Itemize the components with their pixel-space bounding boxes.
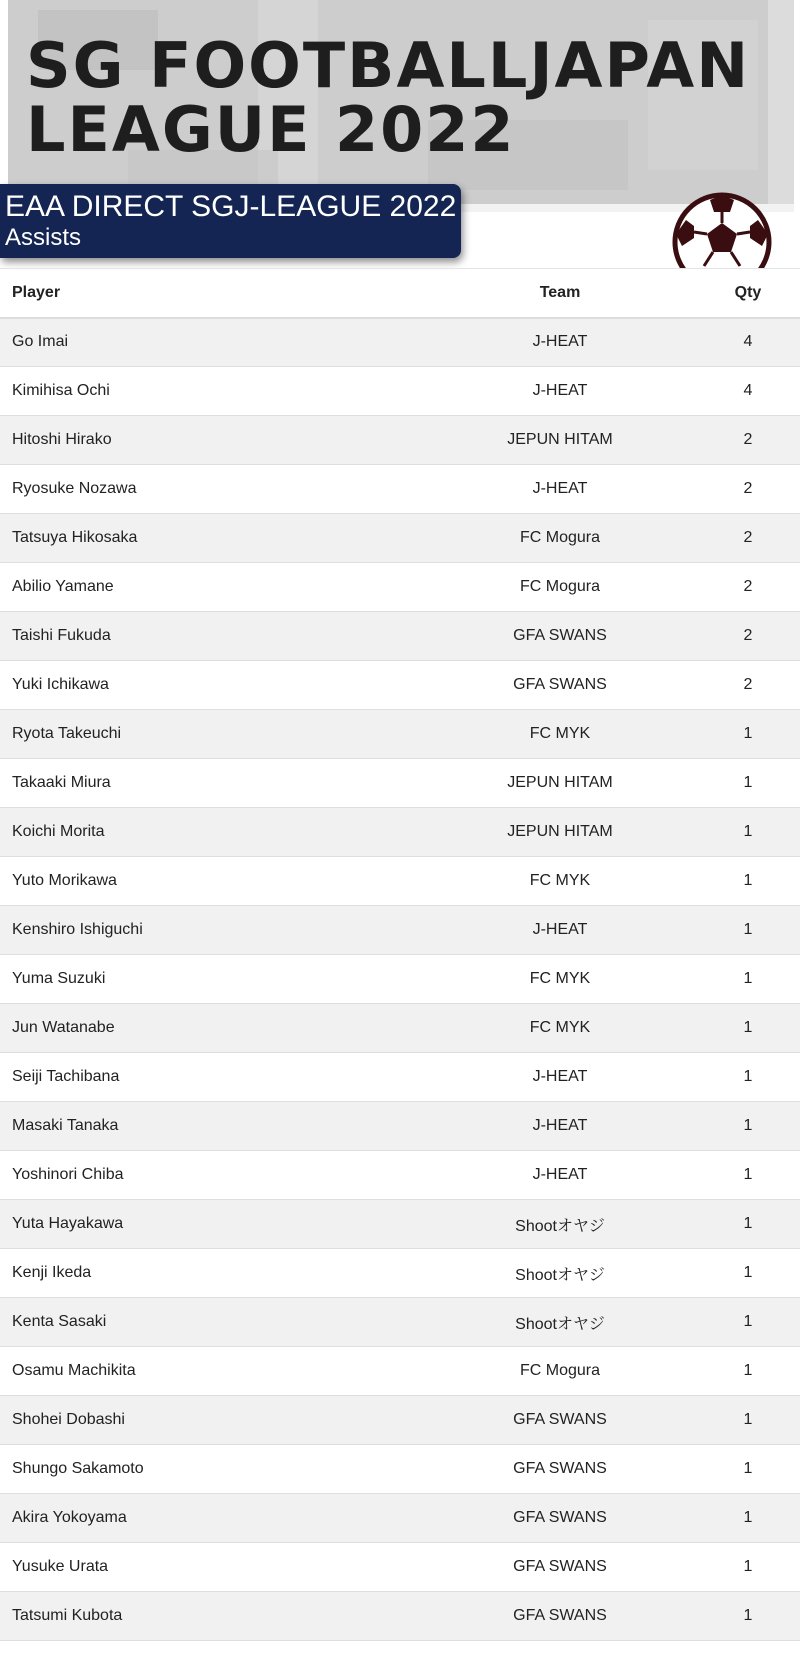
assist-count: 1 [743,1215,753,1232]
player-name: Koichi Morita [12,823,105,840]
team-name: JEPUN HITAM [507,431,613,448]
assist-count: 4 [743,382,753,399]
assist-count: 1 [743,1019,753,1036]
table-row [0,955,800,1004]
table-row [0,661,800,710]
player-name: Go Imai [12,333,69,351]
player-name: Ryota Takeuchi [12,725,122,742]
team-name: J-HEAT [532,480,588,497]
table-row [0,1053,800,1102]
team-name: GFA SWANS [513,1509,607,1526]
column-header-player[interactable]: Player [0,269,424,318]
team-name: FC MYK [529,725,591,742]
player-name: Taishi Fukuda [12,627,111,644]
assist-count: 1 [743,1411,753,1428]
table-row [0,1102,800,1151]
player-name: Kenji Ikeda [12,1264,92,1281]
assist-count: 1 [743,1509,753,1526]
team-name: Shootオヤジ [515,1266,605,1284]
assist-count: 2 [743,529,753,546]
table-row [0,857,800,906]
assist-count: 1 [743,1166,753,1183]
table-row [0,1200,800,1249]
table-row [0,808,800,857]
player-name: Yuta Hayakawa [12,1215,124,1232]
player-name: Kenta Sasaki [12,1313,107,1330]
assist-count: 1 [743,1313,753,1330]
player-name: Abilio Yamane [12,578,114,595]
team-name: J-HEAT [532,1068,588,1085]
player-name: Shungo Sakamoto [12,1460,144,1477]
assist-count: 2 [743,676,753,693]
assist-count: 1 [743,1117,753,1134]
table-row [0,1592,800,1641]
assist-count: 1 [743,1068,753,1085]
table-body [0,318,800,1641]
table-row [0,1249,800,1298]
table-row [0,1151,800,1200]
team-name: JEPUN HITAM [507,823,613,840]
team-name: J-HEAT [532,382,588,399]
table-row [0,1396,800,1445]
assist-count: 1 [743,1607,753,1624]
table-row [0,759,800,808]
assist-count: 4 [743,333,753,351]
player-name: Kimihisa Ochi [12,382,110,399]
player-name: Yuki Ichikawa [12,676,109,693]
soccer-ball-icon [670,190,774,268]
team-name: GFA SWANS [513,1460,607,1477]
banner-title-line1: SG FOOTBALLJAPAN [26,29,751,102]
team-name: JEPUN HITAM [507,774,613,791]
table-row [0,1445,800,1494]
table-row [0,1004,800,1053]
table-row [0,1543,800,1592]
player-name: Yusuke Urata [12,1558,109,1575]
player-name: Akira Yokoyama [12,1509,127,1526]
assist-count: 2 [743,578,753,595]
assist-count: 1 [743,1362,753,1379]
league-header [0,184,461,258]
player-name: Tatsuya Hikosaka [12,529,138,546]
assist-count: 1 [743,1558,753,1575]
assist-count: 2 [743,480,753,497]
table-row [0,906,800,955]
assist-count: 2 [743,627,753,644]
team-name: Shootオヤジ [515,1217,605,1235]
team-name: GFA SWANS [513,627,607,644]
team-name: GFA SWANS [513,1411,607,1428]
stat-category: Assists [5,224,82,251]
team-name: FC Mogura [519,1362,601,1379]
table-row [0,710,800,759]
player-name: Ryosuke Nozawa [12,480,137,497]
player-name: Yoshinori Chiba [12,1166,124,1183]
team-name: GFA SWANS [513,1558,607,1575]
team-name: GFA SWANS [513,1607,607,1624]
player-name: Seiji Tachibana [12,1068,120,1085]
team-name: J-HEAT [532,921,588,938]
table-row [0,612,800,661]
table-row [0,514,800,563]
assist-count: 2 [743,431,753,448]
team-name: FC MYK [529,970,591,987]
player-name: Shohei Dobashi [12,1411,125,1428]
team-name: FC MYK [529,872,591,889]
player-name: Takaaki Miura [12,774,111,791]
league-banner [8,0,794,212]
table-row [0,367,800,416]
table-row [0,318,800,367]
player-name: Masaki Tanaka [12,1117,119,1134]
assist-count: 1 [743,1264,753,1281]
player-name: Hitoshi Hirako [12,431,112,448]
assist-count: 1 [743,970,753,987]
assist-count: 1 [743,921,753,938]
player-name: Jun Watanabe [12,1019,115,1036]
assists-table [0,268,800,1641]
table-row [0,465,800,514]
player-name: Yuma Suzuki [12,970,106,987]
team-name: FC MYK [529,1019,591,1036]
column-header-team[interactable]: Team [424,269,696,318]
player-name: Tatsumi Kubota [12,1607,123,1624]
assist-count: 1 [743,823,753,840]
assist-count: 1 [743,872,753,889]
team-name: J-HEAT [532,1117,588,1134]
player-name: Osamu Machikita [12,1362,136,1379]
team-name: J-HEAT [532,1166,588,1183]
table-row [0,563,800,612]
league-title: EAA DIRECT SGJ-LEAGUE 2022 [5,190,457,223]
column-header-qty[interactable]: Qty [696,269,800,318]
table-header-row [0,269,800,318]
player-name: Kenshiro Ishiguchi [12,921,143,938]
table-row [0,1347,800,1396]
assist-count: 1 [743,725,753,742]
team-name: GFA SWANS [513,676,607,693]
player-name: Yuto Morikawa [12,872,117,889]
assist-count: 1 [743,1460,753,1477]
banner-title-line2: LEAGUE 2022 [26,93,516,166]
team-name: Shootオヤジ [515,1315,605,1333]
team-name: FC Mogura [519,578,601,595]
table-row [0,1494,800,1543]
table-row [0,416,800,465]
team-name: FC Mogura [519,529,601,546]
team-name: J-HEAT [532,333,588,351]
banner-title [26,29,751,166]
table-row [0,1298,800,1347]
assist-count: 1 [743,774,753,791]
